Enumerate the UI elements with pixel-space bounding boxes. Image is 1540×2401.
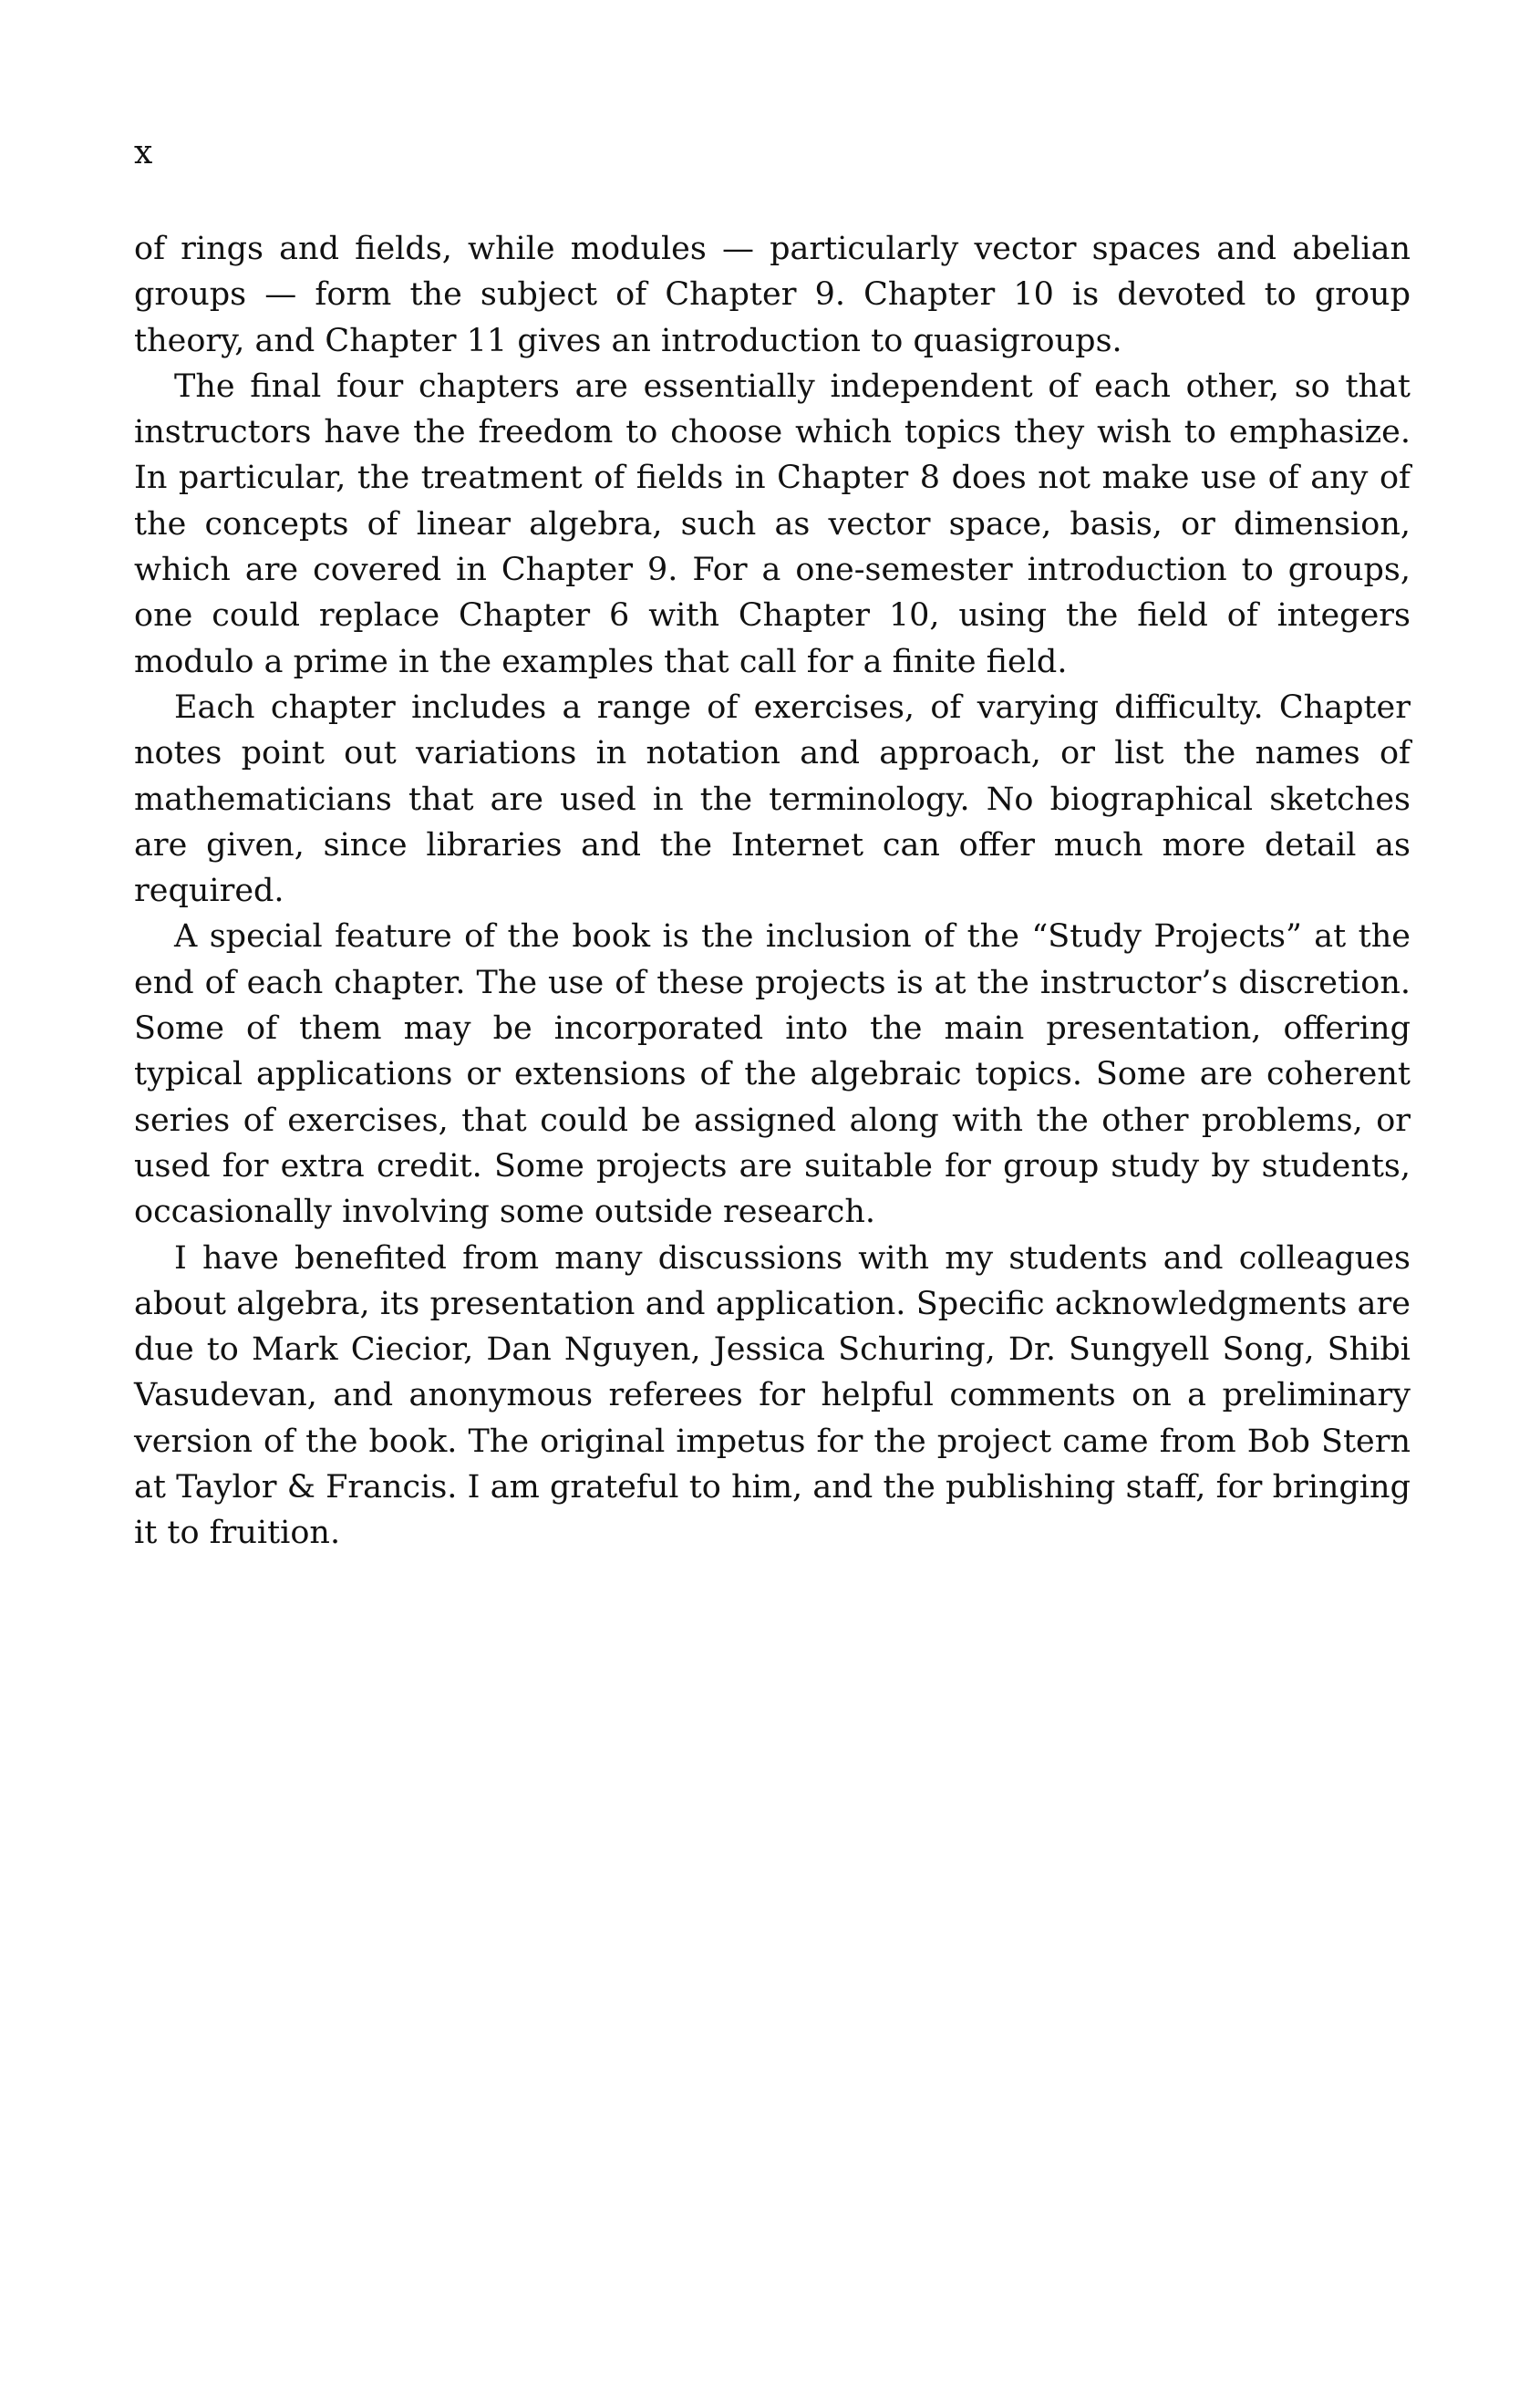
paragraph-continuation: of rings and fields, while modules — particularly vector spaces and abelian groups — form the subject of Chapter 9. Chapter 10 is devoted to group theory, and Chapter 11 gives an introduction to quasigroups. (134, 231, 1411, 359)
paragraph-acknowledgments: I have benefited from many discussions with my students and colleagues about algebra, its presentation and application. Specific acknowledgments are due to Mark Ciecior, Dan Nguyen, Jessica Schuring, Dr. Sungyell Song, Shibi Vasudevan, and anonymous referees for helpful comments on a preliminary version of the book. The original impetus for the project came from Bob Stern at Taylor & Francis. I am grateful to him, and the publishing staff, for bringing it to fruition. (134, 1239, 1411, 1552)
page-number: x (134, 134, 153, 171)
body-text (134, 226, 1411, 1557)
paragraph-final-chapters: The final four chapters are essentially independent of each other, so that instructors have the freedom to choose which topics they wish to emphasize. In particular, the treatment of fields in Chapter 8 does not make use of any of the concepts of linear algebra, such as vector space, basis, or dimension, which are covered in Chapter 9. For a one-semester introduction to groups, one could replace Chapter 6 with Chapter 10, using the field of integers modulo a prime in the examples that call for a finite field. (134, 367, 1411, 680)
paragraph-study-projects: A special feature of the book is the inclusion of the “Study Projects” at the end of each chapter. The use of these projects is at the instructor’s discretion. Some of them may be incorporated into the main presentation, offering typical applications or extensions of the algebraic topics. Some are coherent series of exercises, that could be assigned along with the other problems, or used for extra credit. Some projects are suitable for group study by students, occasionally involving some outside research. (134, 918, 1411, 1231)
paragraph-exercises: Each chapter includes a range of exercises, of varying difficulty. Chapter notes point out variations in notation and approach, or list the names of mathematicians that are used in the terminology. No biographical sketches are given, since libraries and the Internet can offer much more detail as required. (134, 688, 1411, 910)
